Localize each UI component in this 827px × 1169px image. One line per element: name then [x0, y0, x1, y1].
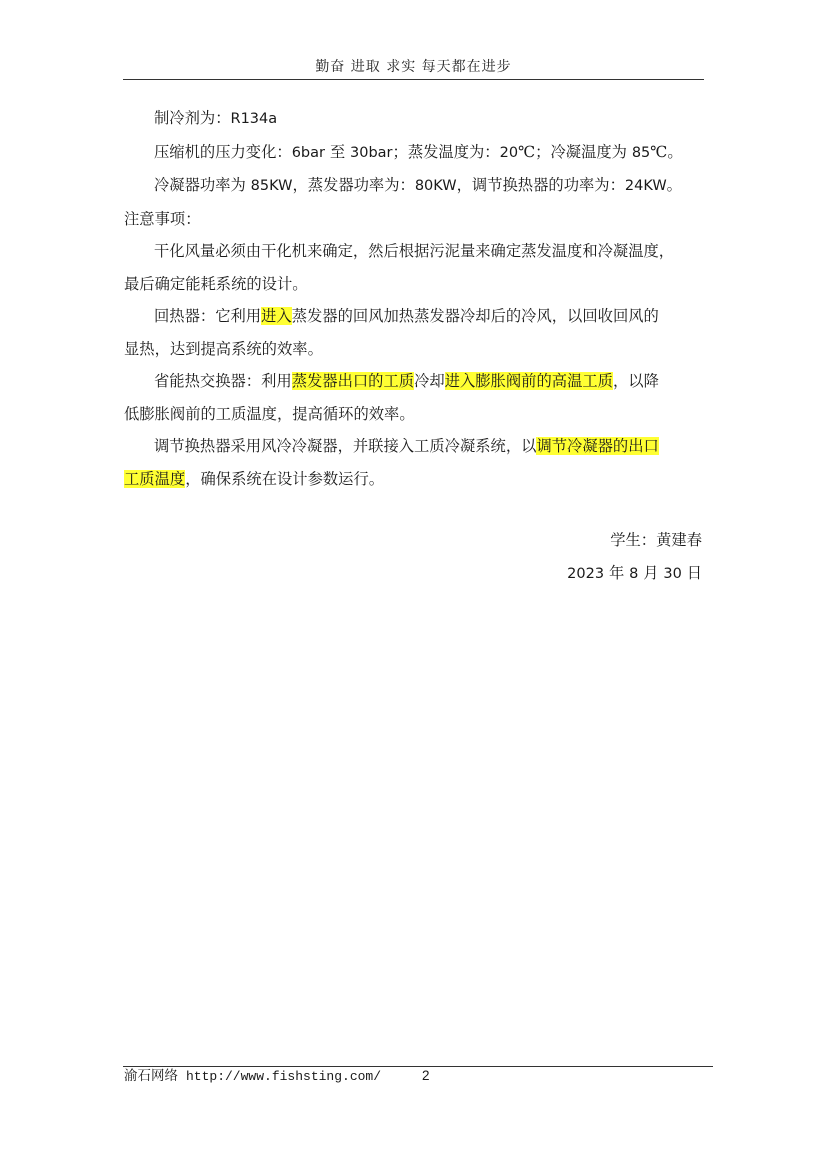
- date-day: 30: [663, 565, 682, 582]
- evaporator-power-label: ，蒸发器功率为：: [292, 176, 415, 194]
- condenser-power-value: 85KW: [250, 178, 293, 194]
- evaporator-power-value: 80KW: [414, 178, 457, 194]
- notes-title: 注意事项：: [124, 209, 201, 228]
- reheater-line2: 显热，达到提高系统的效率。: [124, 339, 323, 358]
- reheater-text-b: 蒸发器的回风加热蒸发器冷却后的冷风，以回收回风的: [291, 307, 659, 325]
- regulator-power-value: 24KW: [624, 178, 667, 194]
- economizer-line1: [124, 365, 704, 398]
- regulator-line2: [124, 463, 704, 496]
- page-footer: [124, 1066, 430, 1086]
- condenser-power-label: 冷凝器功率为: [154, 176, 251, 194]
- highlight-evaporator-outlet: 蒸发器出口的工质: [291, 372, 415, 390]
- economizer-text-a: 省能热交换器：利用: [154, 372, 292, 390]
- document-body: [124, 102, 704, 495]
- highlight-expansion-valve: 进入膨胀阀前的高温工质: [444, 372, 613, 390]
- evap-temp-label: ；蒸发温度为：: [392, 142, 500, 161]
- date-year: 2023: [567, 565, 605, 582]
- date-year-unit: 年: [604, 563, 630, 582]
- signature-block: [124, 524, 702, 590]
- refrigerant-line: [124, 102, 704, 136]
- compressor-line: [124, 136, 704, 170]
- sign-date: [124, 557, 702, 591]
- page-number: 2: [422, 1068, 430, 1083]
- refrigerant-label: 制冷剂为：: [154, 109, 231, 127]
- regulator-line1: [124, 430, 704, 463]
- power-period: 。: [666, 176, 682, 194]
- highlight-working-temp: 工质温度: [124, 469, 186, 488]
- note1-line1: 干化风量必须由干化机来确定，然后根据污泥量来确定蒸发温度和冷凝温度，: [154, 242, 675, 260]
- pressure-high: 30bar: [350, 144, 393, 161]
- page-header: [123, 56, 704, 78]
- evap-temp-value: 20: [499, 144, 519, 161]
- highlight-condenser-outlet: 调节冷凝器的出口: [536, 437, 659, 455]
- cond-temp-unit: ℃。: [650, 142, 683, 161]
- refrigerant-value: R134a: [230, 111, 278, 127]
- footer-url-link[interactable]: http://www.fishsting.com/: [186, 1069, 382, 1084]
- cond-temp-label: ℃；冷凝温度为: [518, 142, 632, 161]
- date-day-unit: 日: [681, 563, 702, 582]
- pressure-low: 6bar: [291, 144, 325, 161]
- economizer-line2: 低膨胀阀前的工质温度，提高循环的效率。: [124, 404, 415, 423]
- cond-temp-value: 85: [631, 144, 651, 161]
- reheater-text-a: 回热器：它利用: [154, 307, 262, 325]
- highlight-reheater: 进入: [261, 307, 292, 325]
- economizer-text-c: ，以降: [612, 372, 659, 390]
- date-month: 8: [629, 565, 639, 582]
- note1-line2: 最后确定能耗系统的设计。: [124, 274, 308, 293]
- header-divider: [123, 79, 704, 80]
- date-month-unit: 月: [638, 563, 664, 582]
- regulator-text-b: ，确保系统在设计参数运行。: [185, 469, 385, 488]
- regulator-text-a: 调节换热器采用风冷冷凝器，并联接入工质冷凝系统，以: [154, 437, 537, 455]
- compressor-text: 压缩机的压力变化：: [154, 142, 292, 161]
- compressor-to: 至: [324, 142, 350, 161]
- reheater-line1: [124, 300, 704, 333]
- economizer-text-b: 冷却: [414, 372, 445, 390]
- header-motto: 勤奋 进取 求实 每天都在进步: [315, 59, 512, 75]
- power-line: [124, 169, 704, 203]
- student-name: 学生：黄建春: [610, 531, 702, 549]
- footer-org: 渝石网络: [124, 1068, 178, 1084]
- regulator-power-label: ，调节换热器的功率为：: [456, 176, 625, 194]
